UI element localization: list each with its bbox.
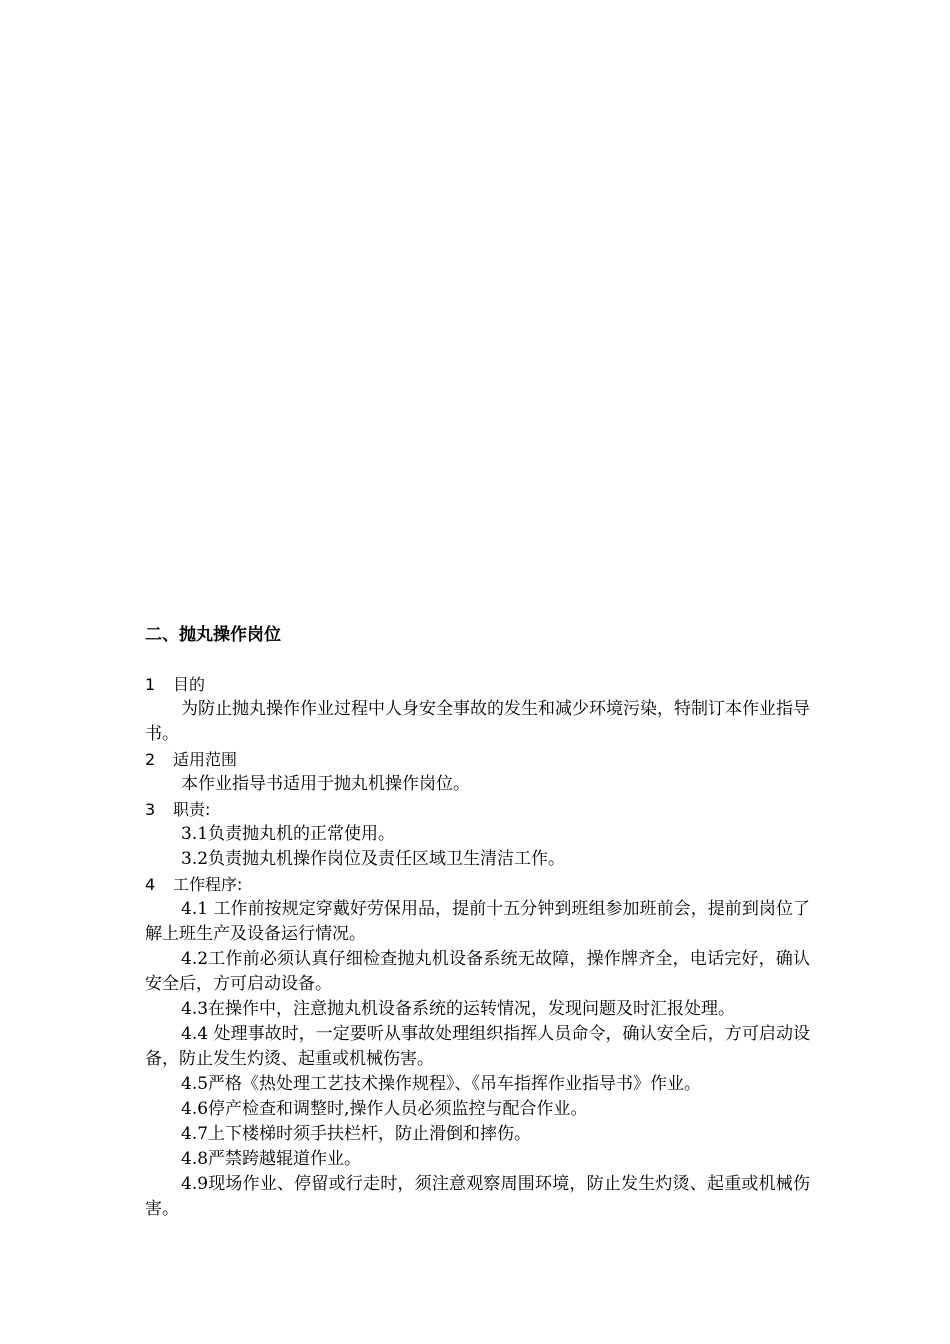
document-title: 二、抛丸操作岗位 xyxy=(145,625,281,645)
list-item: 4.8严禁跨越辊道作业。 xyxy=(181,1149,362,1169)
section-heading-responsibilities xyxy=(145,797,810,822)
section-heading-purpose xyxy=(145,672,810,697)
list-item: 4.1 工作前按规定穿戴好劳保用品，提前十五分钟到班组参加班前会，提前到岗位了解上班生产及设备运行情况。 xyxy=(145,899,810,944)
list-item: 3.1负责抛丸机的正常使用。 xyxy=(181,824,396,844)
list-item: 3.2负责抛丸机操作岗位及责任区域卫生清洁工作。 xyxy=(181,849,566,869)
section-title: 职责: xyxy=(173,800,211,819)
section-title: 适用范围 xyxy=(173,750,238,769)
list-item: 4.2工作前必须认真仔细检查抛丸机设备系统无故障，操作牌齐全，电话完好，确认安全后，方可启动设备。 xyxy=(145,949,810,994)
section-number: 1 xyxy=(145,675,156,694)
section-number: 2 xyxy=(145,750,156,769)
section-title: 工作程序: xyxy=(173,875,243,894)
section-title: 目的 xyxy=(173,675,206,694)
section-body-purpose: 为防止抛丸操作作业过程中人身安全事故的发生和减少环境污染，特制订本作业指导书。 xyxy=(145,699,810,744)
document-body xyxy=(145,620,810,1222)
section-heading-scope xyxy=(145,747,810,772)
section-number: 3 xyxy=(145,800,156,819)
list-item: 4.3在操作中，注意抛丸机设备系统的运转情况，发现问题及时汇报处理。 xyxy=(181,999,736,1019)
section-body-scope: 本作业指导书适用于抛丸机操作岗位。 xyxy=(181,774,470,794)
list-item: 4.6停产检查和调整时,操作人员必须监控与配合作业。 xyxy=(181,1099,588,1119)
section-heading-procedure xyxy=(145,872,810,897)
list-item: 4.9现场作业、停留或行走时，须注意观察周围环境，防止发生灼烫、起重或机械伤害。 xyxy=(145,1174,810,1219)
list-item: 4.5严格《热处理工艺技术操作规程》、《吊车指挥作业指导书》作业。 xyxy=(181,1074,702,1094)
section-number: 4 xyxy=(145,875,156,894)
list-item: 4.4 处理事故时，一定要听从事故处理组织指挥人员命令，确认安全后，方可启动设备，防止发生灼烫、起重或机械伤害。 xyxy=(145,1024,810,1069)
list-item: 4.7上下楼梯时须手扶栏杆，防止滑倒和摔伤。 xyxy=(181,1124,532,1144)
